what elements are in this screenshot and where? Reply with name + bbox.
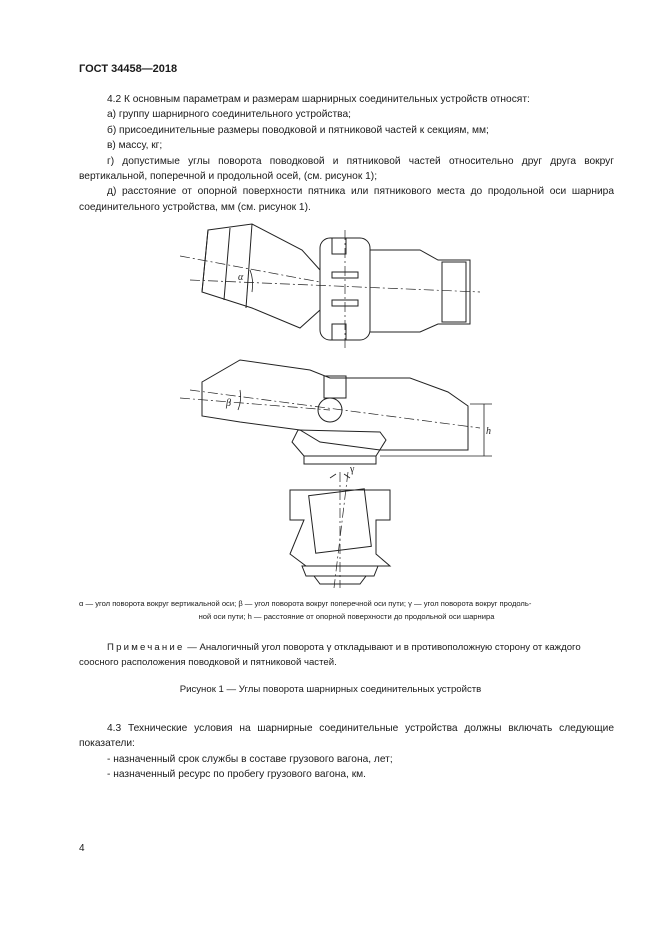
- section-4-3-intro: 4.3 Технические условия на шарнирные соединительные устройства должны включать следующие показатели:: [79, 723, 614, 750]
- alpha-label: α: [238, 272, 244, 283]
- list-item-e: д) расстояние от опорной поверхности пятника или пятникового места до продольной оси шарнирa соединительного устройства, мм (см. рисунок 1).: [79, 186, 614, 213]
- gamma-label: γ: [350, 464, 355, 475]
- legend-line-2: ной оси пути; h — расстояние от опорной поверхности до продольной оси шарнира: [198, 612, 495, 621]
- section-4-2: [79, 92, 614, 215]
- page-number: 4: [79, 843, 85, 854]
- top-view: [180, 224, 480, 348]
- end-view: [290, 472, 390, 588]
- note-label: Примечание: [107, 642, 185, 653]
- legend-line-1: α — угол поворота вокруг вертикальной оси; β — угол поворота вокруг поперечной оси пути; γ — угол поворота вокруг продоль-: [79, 599, 532, 608]
- figure-1-drawing: [180, 220, 500, 590]
- h-label: h: [486, 426, 491, 437]
- figure-caption: Рисунок 1 — Углы поворота шарнирных соединительных устройств: [179, 684, 482, 695]
- note-text: — Аналогичный угол поворота γ откладывают и в противоположную сторону от каждого соосного расположения поводковой и пятниковой частей.: [79, 642, 581, 668]
- section-4-3: [79, 721, 614, 783]
- list-item-service-life: - назначенный срок службы в составе грузового вагона, лет;: [107, 753, 393, 765]
- list-item-mileage: - назначенный ресурс по пробегу грузового вагона, км.: [107, 769, 366, 781]
- list-item-a: а) группу шарнирного соединительного устройства;: [107, 109, 351, 121]
- figure-legend: [79, 597, 614, 623]
- beta-label: β: [226, 398, 231, 409]
- list-item-d: г) допустимые углы поворота поводковой и пятниковой частей относительно друг друга вокруг вертикальной, поперечной и продольной осей, (см. рисунок 1);: [79, 155, 614, 183]
- figure-note: [79, 640, 614, 670]
- list-item-c: в) массу, кг;: [107, 140, 163, 152]
- section-4-2-intro: 4.2 К основным параметрам и размерам шарнирных соединительных устройств относят:: [107, 94, 530, 105]
- side-view: [180, 360, 492, 464]
- list-item-b: б) присоединительные размеры поводковой и пятниковой частей к секциям, мм;: [107, 124, 489, 136]
- document-header: ГОСТ 34458—2018: [79, 63, 178, 75]
